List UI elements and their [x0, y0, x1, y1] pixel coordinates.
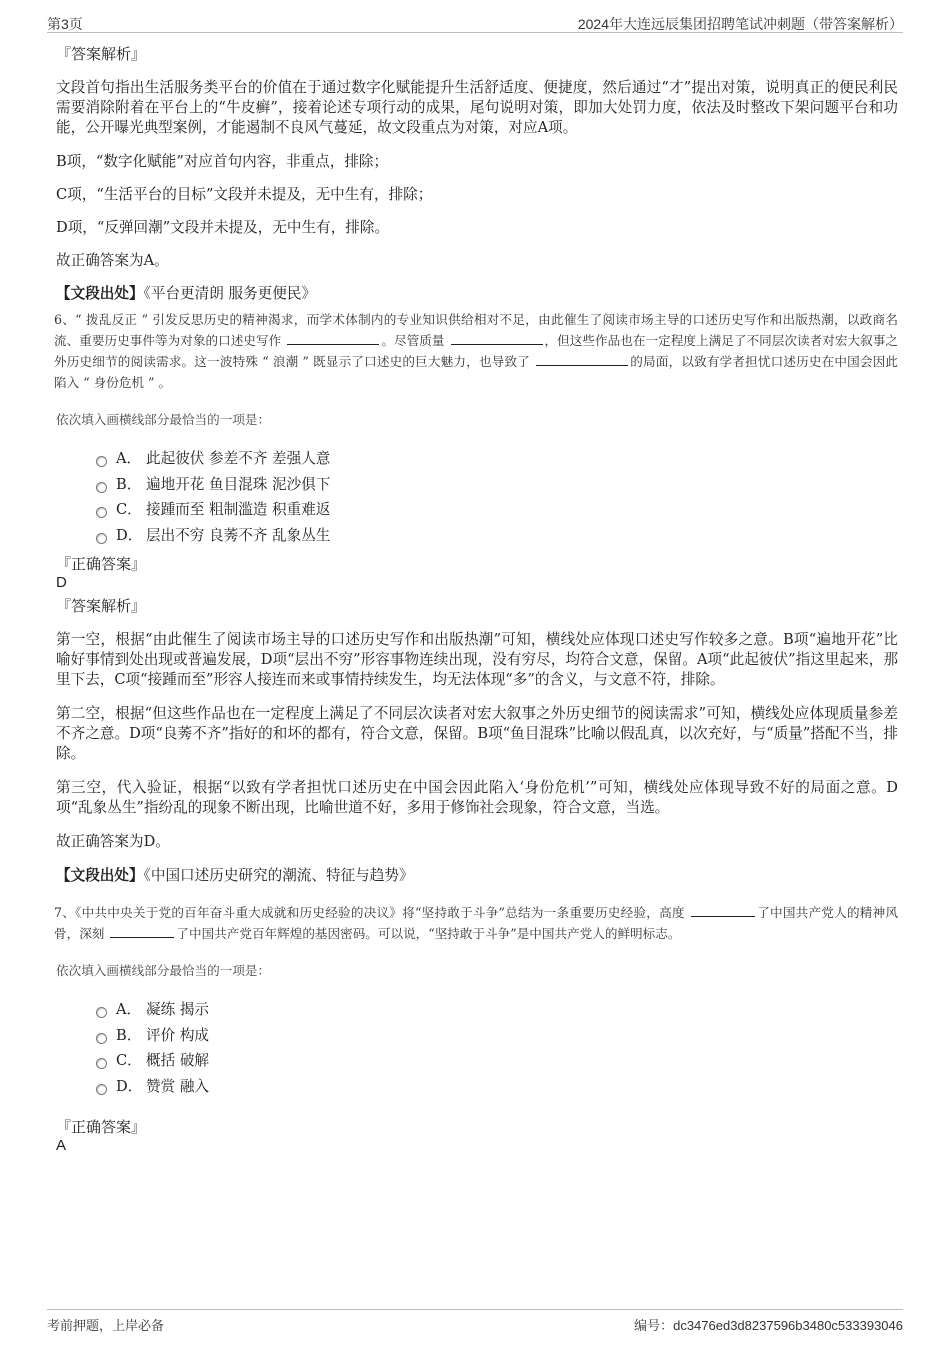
- radio-icon[interactable]: [96, 1084, 107, 1095]
- radio-icon[interactable]: [96, 507, 107, 518]
- q7-option-b[interactable]: B． 评价 构成: [96, 1023, 898, 1049]
- q7-answer-heading: 『正确答案』: [56, 1118, 147, 1136]
- q7-answer: A: [56, 1137, 67, 1154]
- q6-options: [56, 446, 898, 548]
- fill-blank: [451, 332, 543, 345]
- q7-option-a[interactable]: A． 凝练 揭示: [96, 997, 898, 1023]
- page-number: 第3页: [47, 16, 83, 32]
- radio-icon[interactable]: [96, 1033, 107, 1044]
- q7-prompt: 依次填入画横线部分最恰当的一项是：: [56, 963, 271, 978]
- page-header: [47, 10, 903, 33]
- radio-icon[interactable]: [96, 1007, 107, 1018]
- page-footer: [47, 1309, 903, 1336]
- q6-answer-heading: 『正确答案』: [56, 555, 147, 573]
- q6-source: [56, 866, 898, 886]
- q7-stem: 7、《中共中央关于党的百年奋斗重大成就和历史经验的决议》将“坚持敢于斗争”总结为一条重要历史经验，高度 了中国共产党人的精神风骨，深刻 了中国共产党百年辉煌的基因密码。可以说，“坚持敢于斗争”是中国共产党人的鲜明标志。: [54, 905, 899, 941]
- q6-option-d[interactable]: D． 层出不穷 良莠不齐 乱象丛生: [96, 523, 898, 549]
- q6-analysis-para: 第一空，根据“由此催生了阅读市场主导的口述历史写作和出版热潮”可知，横线处应体现口述史写作较多之意。B项“遍地开花”比喻好事情到处出现或普遍发展，D项“层出不穷”形容事物连续出现，没有穷尽，均符合文意，保留。A项“此起彼伏”指这里起来，那里下去，C项“接踵而至”形容人接连而来或事情持续发生，均无法体现“多”的含义，与文意不符，排除。: [56, 631, 898, 688]
- q7-option-c[interactable]: C． 概括 破解: [96, 1048, 898, 1074]
- source-title: 《中国口述历史研究的潮流、特征与趋势》: [143, 867, 414, 884]
- q7-option-d[interactable]: D． 赞赏 融入: [96, 1074, 898, 1100]
- page-content: [56, 44, 898, 1155]
- q6-answer: D: [56, 574, 67, 591]
- q6-option-c[interactable]: C． 接踵而至 粗制滥造 积重难返: [96, 497, 898, 523]
- q5-analysis-para: C项，“生活平台的目标”文段并未提及，无中生有，排除；: [56, 186, 433, 203]
- q7-options: [56, 997, 898, 1099]
- q6-analysis-para: 故正确答案为D。: [56, 833, 170, 850]
- q6-option-b[interactable]: B． 遍地开花 鱼目混珠 泥沙俱下: [96, 472, 898, 498]
- q6-stem: 6、“ 拨乱反正 ” 引发反思历史的精神渴求，而学术体制内的专业知识供给相对不足，由此催生了阅读市场主导的口述历史写作和出版热潮，以政商名流、重要历史事件等为对象的口述史写作 。尽管质量 ，但这些作品也在一定程度上满足了不同层次读者对宏大叙事之外历史细节的阅读需求。这一波特殊 “ 浪潮 ” 既显示了口述史的巨大魅力，也导致了 的局面，以致有学者担忧口述历史在中国会因此陷入 “ 身份危机 ” 。: [54, 312, 898, 390]
- document-id: 编号：dc3476ed3d8237596b3480c533393046: [634, 1318, 903, 1334]
- fill-blank: [691, 904, 755, 917]
- source-label: 【文段出处】: [56, 867, 144, 884]
- q5-analysis-para: B项，“数字化赋能”对应首句内容，非重点，排除；: [56, 153, 389, 170]
- document-title: 2024年大连远辰集团招聘笔试冲刺题（带答案解析）: [577, 16, 903, 32]
- q6-analysis-para: 第三空，代入验证，根据“以致有学者担忧口述历史在中国会因此陷入‘身份危机’”可知，横线处应体现导致不好的局面之意。D项“乱象丛生”指纷乱的现象不断出现，比喻世道不好，多用于修饰社会现象，符合文意，当选。: [56, 779, 898, 816]
- q6-prompt: 依次填入画横线部分最恰当的一项是：: [56, 412, 271, 427]
- radio-icon[interactable]: [96, 1058, 107, 1069]
- q6-analysis-para: 第二空，根据“但这些作品也在一定程度上满足了不同层次读者对宏大叙事之外历史细节的阅读需求”可知，横线处应体现质量参差不齐之意。D项“良莠不齐”指好的和坏的都有，符合文意，保留。B项“鱼目混珠”比喻以假乱真，以次充好，与“质量”搭配不当，排除。: [56, 705, 898, 762]
- radio-icon[interactable]: [96, 456, 107, 467]
- q5-analysis-para: 故正确答案为A。: [56, 252, 169, 269]
- q6-option-a[interactable]: A． 此起彼伏 参差不齐 差强人意: [96, 446, 898, 472]
- radio-icon[interactable]: [96, 482, 107, 493]
- q5-analysis-para: D项，“反弹回潮”文段并未提及，无中生有，排除。: [56, 219, 390, 236]
- radio-icon[interactable]: [96, 533, 107, 544]
- fill-blank: [110, 925, 174, 938]
- q5-analysis-heading: 『答案解析』: [56, 45, 147, 63]
- footer-slogan: 考前押题，上岸必备: [47, 1319, 165, 1334]
- q5-source: [56, 284, 898, 304]
- fill-blank: [287, 332, 379, 345]
- q5-analysis-para: 文段首句指出生活服务类平台的价值在于通过数字化赋能提升生活舒适度、便捷度，然后通过“才”提出对策，说明真正的便民利民需要消除附着在平台上的“牛皮癣”，接着论述专项行动的成果，尾句说明对策，即加大处罚力度，依法及时整改下架问题平台和功能，公开曝光典型案例，才能遏制不良风气蔓延，故文段重点为对策，对应A项。: [56, 79, 898, 136]
- q6-analysis-heading: 『答案解析』: [56, 597, 147, 615]
- fill-blank: [536, 353, 628, 366]
- source-label: 【文段出处】: [56, 285, 144, 302]
- source-title: 《平台更清朗 服务更便民》: [143, 285, 317, 302]
